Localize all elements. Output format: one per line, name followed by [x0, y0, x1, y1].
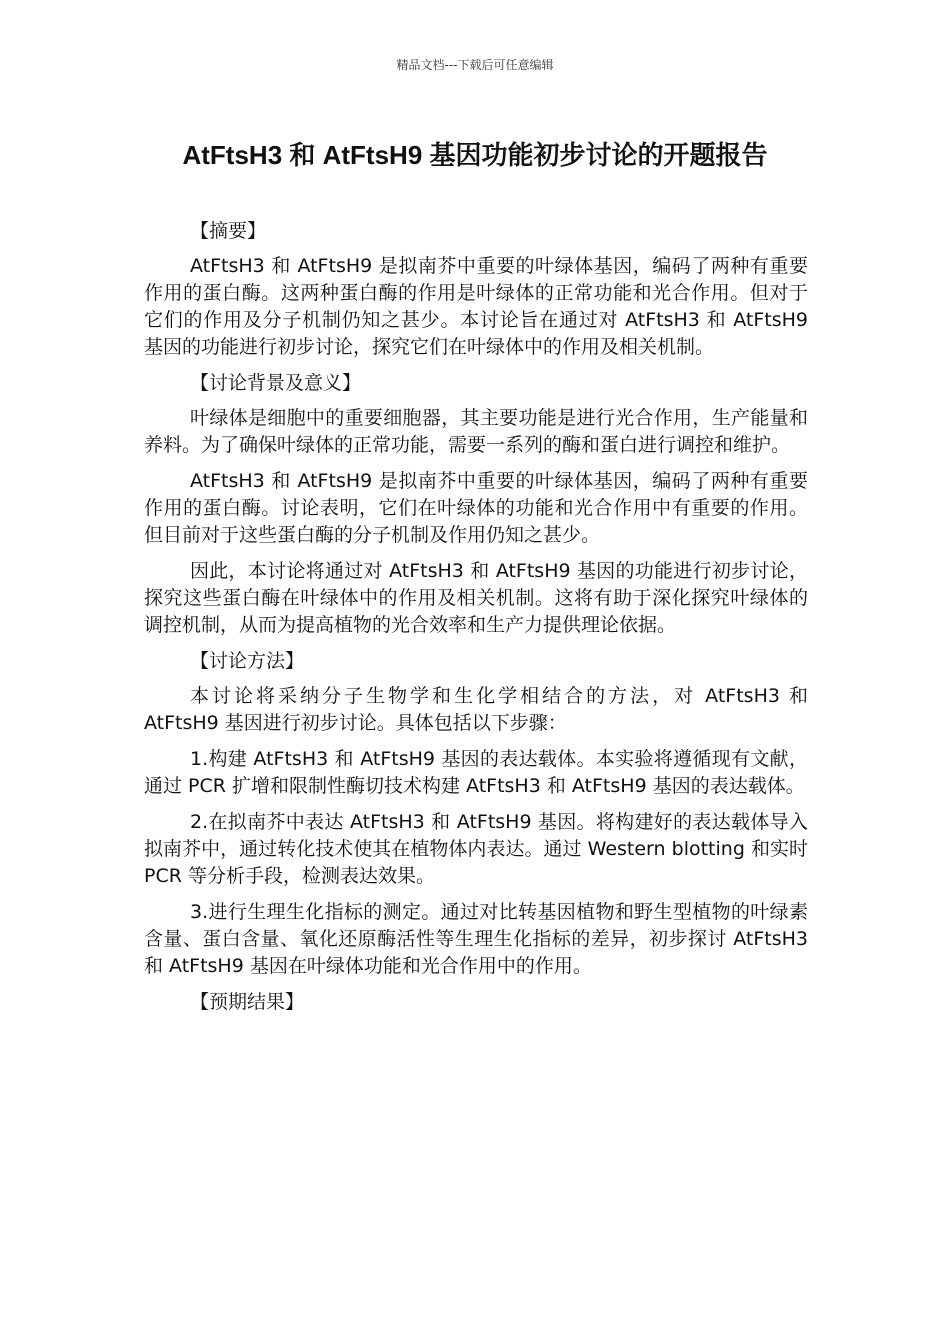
list-item-step-3: 3.进行生理生化指标的测定。通过对比转基因植物和野生型植物的叶绿素含量、蛋白含量、氧化还原酶活性等生理生化指标的差异，初步探讨 AtFtsH3 和 AtFtsH9 基因在叶绿体功能和光合作用中的作用。 — [144, 901, 808, 977]
paragraph: 本讨论将采纳分子生物学和生化学相结合的方法，对 AtFtsH3 和 AtFtsH9 基因进行初步讨论。具体包括以下步骤： — [144, 685, 808, 734]
section-expected-results — [144, 989, 808, 1016]
document-title: AtFtsH3 和 AtFtsH9 基因功能初步讨论的开题报告 — [182, 140, 768, 170]
list-item-step-2: 2.在拟南芥中表达 AtFtsH3 和 AtFtsH9 基因。将构建好的表达载体导入拟南芥中，通过转化技术使其在植物体内表达。通过 Western blotting 和实时 PCR 等分析手段，检测表达效果。 — [144, 811, 808, 887]
paragraph: AtFtsH3 和 AtFtsH9 是拟南芥中重要的叶绿体基因，编码了两种有重要作用的蛋白酶。这两种蛋白酶的作用是叶绿体的正常功能和光合作用。但对于它们的作用及分子机制仍知之甚少。本讨论旨在通过对 AtFtsH3 和 AtFtsH9 基因的功能进行初步讨论，探究它们在叶绿体中的作用及相关机制。 — [144, 255, 808, 358]
section-methods — [144, 648, 808, 980]
section-heading: 【讨论背景及意义】 — [190, 372, 362, 394]
page-header-watermark: 精品文档---下载后可任意编辑 — [396, 58, 554, 72]
paragraph: 叶绿体是细胞中的重要细胞器，其主要功能是进行光合作用，生产能量和养料。为了确保叶绿体的正常功能，需要一系列的酶和蛋白进行调控和维护。 — [144, 407, 808, 456]
paragraph: AtFtsH3 和 AtFtsH9 是拟南芥中重要的叶绿体基因，编码了两种有重要作用的蛋白酶。讨论表明，它们在叶绿体的功能和光合作用中有重要的作用。但目前对于这些蛋白酶的分子机制及作用仍知之甚少。 — [144, 470, 808, 546]
section-background — [144, 370, 808, 639]
section-heading: 【摘要】 — [190, 220, 267, 242]
section-heading: 【讨论方法】 — [190, 650, 305, 672]
section-heading: 【预期结果】 — [190, 991, 305, 1013]
list-item-step-1: 1.构建 AtFtsH3 和 AtFtsH9 基因的表达载体。本实验将遵循现有文献，通过 PCR 扩增和限制性酶切技术构建 AtFtsH3 和 AtFtsH9 基因的表达载体。 — [144, 748, 808, 797]
paragraph: 因此，本讨论将通过对 AtFtsH3 和 AtFtsH9 基因的功能进行初步讨论，探究这些蛋白酶在叶绿体中的作用及相关机制。这将有助于深化探究叶绿体的调控机制，从而为提高植物的光合效率和生产力提供理论依据。 — [144, 560, 808, 636]
section-abstract — [144, 218, 808, 361]
document-body — [144, 218, 808, 1024]
